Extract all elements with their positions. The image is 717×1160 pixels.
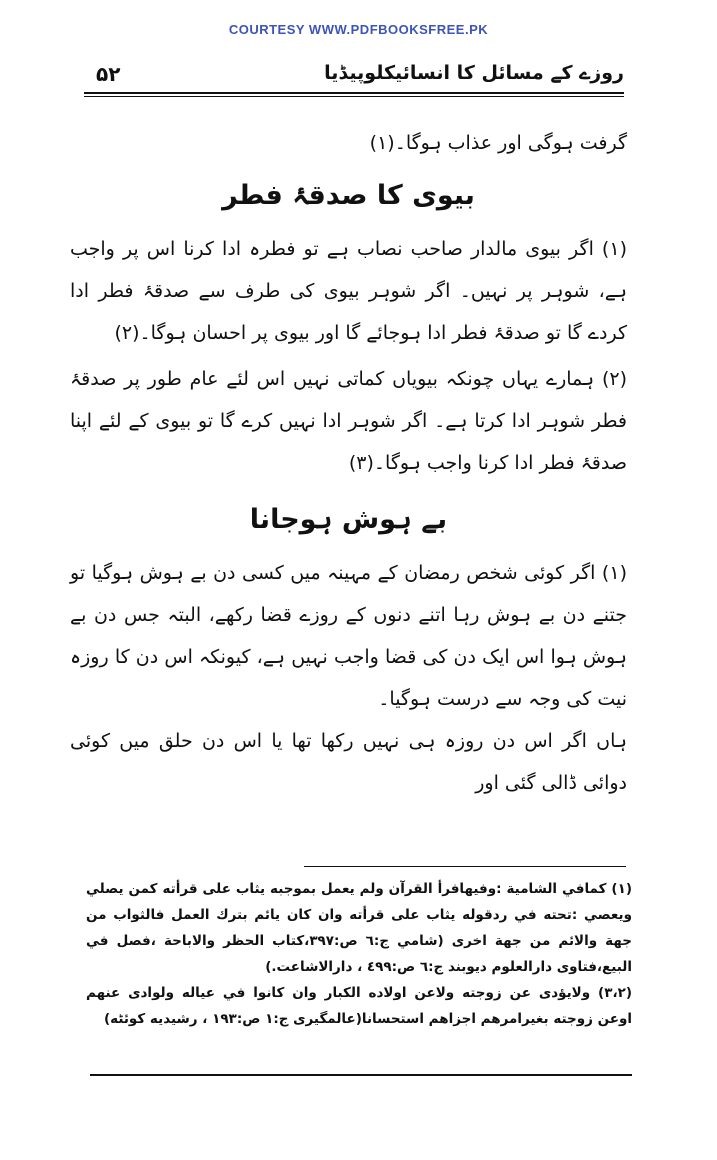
header-rule <box>84 92 624 97</box>
footnotes <box>86 876 632 1032</box>
book-title: روزے کے مسائل کا انسائیکلوپیڈیا <box>324 62 624 84</box>
paragraph: (۱) اگر کوئی شخص رمضان کے مہینہ میں کسی دن بے ہوش ہوگیا تو جتنے دن بے ہوش رہا اتنے دنوں کے روزے قضا رکھے، البتہ جس دن بے ہوش ہوا اس ایک دن کی قضا واجب نہیں ہے، کیونکہ اس دن کا روزہ نیت کی وجہ سے درست ہوگیا۔ <box>70 562 627 710</box>
footnote: (۱) كمافي الشامية :وفيهافرأ القرآن ولم يعمل بموجبه يثاب على قرأته كمن يصلي ويعصي :تحته في ردقوله يثاب على قرأته وان كان يائم بترك العمل فالثواب من جهة والائم من جهة اخرى (شامي ج:٦ ص:٣٩٧،كتاب الحظر والاباحة ،فصل في البيع،فتاوى دارالعلوم ديوبند ج:٦ ص:٤٩٩ ، دارالاشاعت.) <box>86 881 632 975</box>
continuation-line: گرفت ہوگی اور عذاب ہوگا۔(۱) <box>369 132 627 154</box>
footnote: (٣،٢) ولايؤدى عن زوجته ولاعن اولاده الكبار وان كانوا في عياله ولوادى عنهم اوعن زوجته بغيرامرهم اجزاهم استحسانا(عالمگیری ج:١ ص:١٩٣ ، رشیدیه كوئٹه) <box>86 985 632 1027</box>
paragraph: (۲) ہمارے یہاں چونکہ بیویاں کماتی نہیں اس لئے عام طور پر صدقۂ فطر شوہر ادا کرتا ہے۔ اگر شوہر ادا نہیں کرے گا تو بیوی کے لئے اپنا صدقۂ فطر ادا کرنا واجب ہوگا۔(۳) <box>70 368 627 474</box>
footnote-separator <box>304 866 626 867</box>
page-number: ۵۲ <box>96 62 121 86</box>
bottom-rule <box>90 1074 632 1076</box>
main-text <box>70 122 627 804</box>
courtesy-watermark: COURTESY WWW.PDFBOOKSFREE.PK <box>228 22 489 37</box>
paragraph: ہاں اگر اس دن روزہ ہی نہیں رکھا تھا یا اس دن حلق میں کوئی دوائی ڈالی گئی اور <box>70 730 627 794</box>
section-heading-unconscious: بے ہوش ہوجانا <box>249 504 448 535</box>
running-header <box>84 58 624 94</box>
paragraph: (۱) اگر بیوی مالدار صاحب نصاب ہے تو فطرہ ادا کرنا اس پر واجب ہے، شوہر پر نہیں۔ اگر شوہر بیوی کی طرف سے صدقۂ فطر ادا کردے گا تو صدقۂ فطر ادا ہوجائے گا اور بیوی پر احسان ہوگا۔(۲) <box>70 238 627 344</box>
section-heading-wife-sadaqa: بیوی کا صدقۂ فطر <box>222 180 475 211</box>
